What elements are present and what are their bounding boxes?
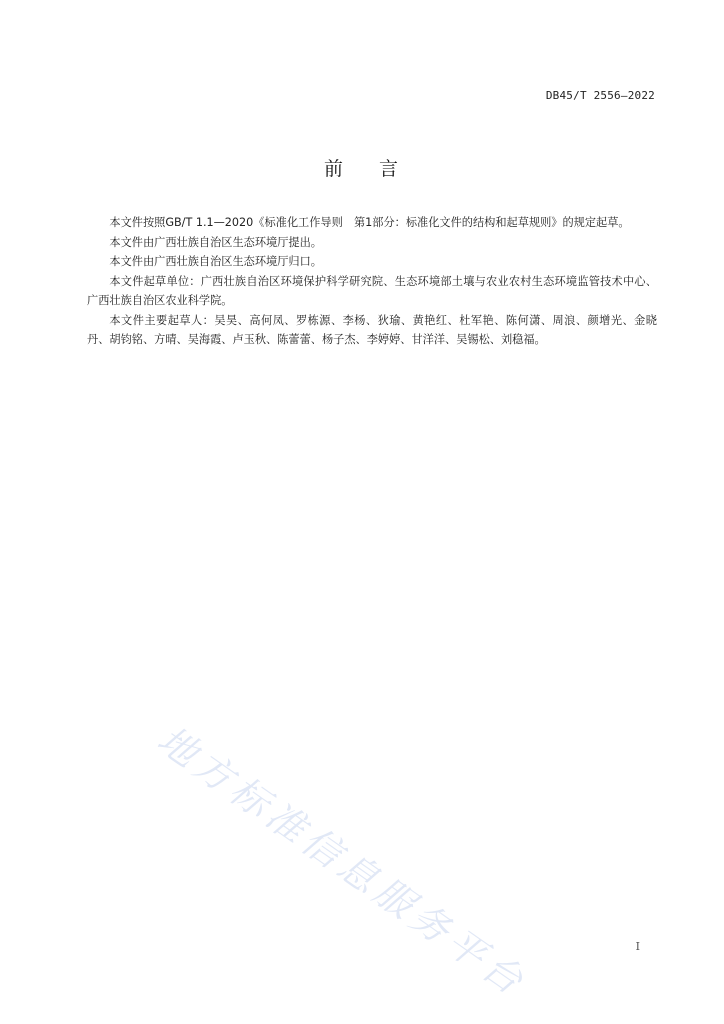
title-char-1: 前 bbox=[323, 158, 345, 180]
title-char-2: 言 bbox=[379, 158, 401, 180]
paragraph-managed-by: 本文件由广西壮族自治区生态环境厅归口。 bbox=[109, 255, 322, 268]
watermark: 地方标准信息服务平台 bbox=[149, 717, 536, 1006]
paragraph-proposed-by: 本文件由广西壮族自治区生态环境厅提出。 bbox=[109, 235, 322, 249]
document-body bbox=[87, 213, 657, 350]
standard-code: DB45/T 2556—2022 bbox=[545, 89, 655, 102]
page-title bbox=[0, 154, 724, 181]
paragraph-drafting-units: 本文件起草单位：广西壮族自治区环境保护科学研究院、生态环境部土壤与农业农村生态环境监管技术中心、广西壮族自治区农业科学院。 bbox=[87, 274, 657, 307]
paragraph-drafting-basis: 本文件按照GB/T 1.1—2020《标准化工作导则 第1部分：标准化文件的结构和起草规则》的规定起草。 bbox=[109, 216, 630, 229]
page-number: I bbox=[635, 940, 640, 953]
paragraph-drafters: 本文件主要起草人：吴昊、高何凤、罗栋源、李杨、狄瑜、黄艳红、杜军艳、陈何潇、周浪、颜增光、金晓丹、胡钧铭、方晴、吴海霞、卢玉秋、陈蕾蕾、杨子杰、李婷婷、甘洋洋、吴锡松、刘稳福。 bbox=[87, 313, 657, 346]
